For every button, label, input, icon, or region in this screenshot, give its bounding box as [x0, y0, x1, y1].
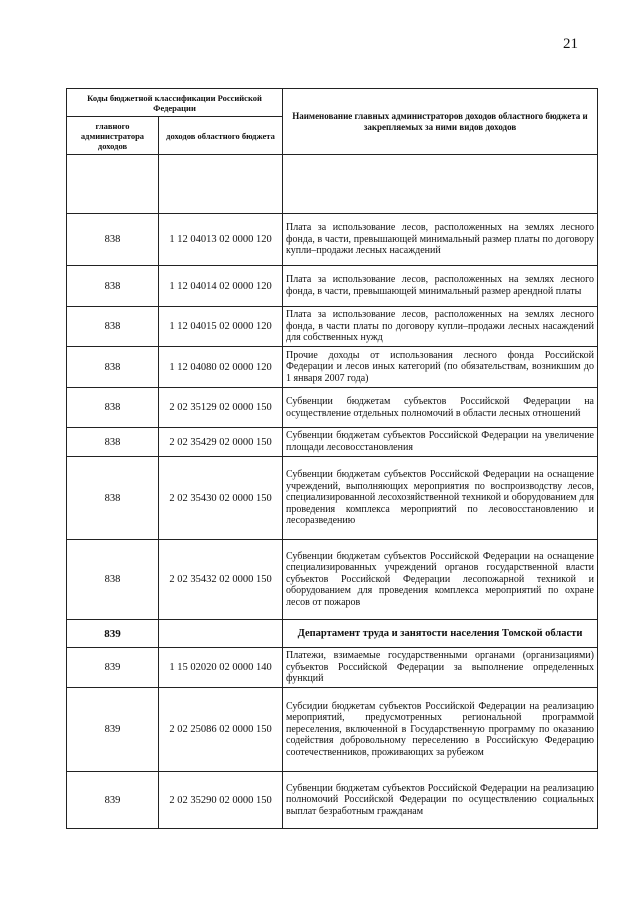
table-row — [67, 648, 598, 688]
table-row — [67, 266, 598, 307]
header-admin-column: главного администратора доходов — [67, 117, 159, 155]
description-cell: Субвенции бюджетам субъектов Российской Федерации на осуществление отдельных полномочий в области лесных отношений — [283, 388, 598, 428]
admin-code-cell: 838 — [67, 214, 159, 266]
admin-code-cell: 839 — [67, 648, 159, 688]
table-row — [67, 457, 598, 540]
table-row — [67, 540, 598, 620]
income-code-cell: 2 02 35129 02 0000 150 — [159, 388, 283, 428]
table-row — [67, 772, 598, 829]
department-title-cell: Департамент труда и занятости населения Томской области — [283, 620, 598, 648]
description-cell: Субвенции бюджетам субъектов Российской Федерации на реализацию полномочий Российской Федерации по осуществлению социальных выплат безработным гражданам — [283, 772, 598, 829]
header-income-column: доходов областного бюджета — [159, 117, 283, 155]
budget-classification-table — [66, 88, 598, 829]
admin-code-cell: 838 — [67, 540, 159, 620]
admin-code-cell: 838 — [67, 428, 159, 457]
admin-code-cell: 838 — [67, 307, 159, 347]
header-group-title: Коды бюджетной классификации Российской Федерации — [67, 89, 283, 117]
admin-code-cell: 838 — [67, 388, 159, 428]
description-cell: Субвенции бюджетам субъектов Российской Федерации на оснащение учреждений, выполняющих мероприятия по воспроизводству лесов, специализированной лесохозяйственной техникой и оборудованием для проведения комплекса мероприятий по лесовосстановлению и лесоразведению — [283, 457, 598, 540]
income-code-cell: 1 12 04013 02 0000 120 — [159, 214, 283, 266]
table-row — [67, 347, 598, 388]
table-row — [67, 428, 598, 457]
description-cell: Плата за использование лесов, расположенных на землях лесного фонда, в части, превышающей минимальный размер платы по договору купли–продажи лесных насаждений — [283, 214, 598, 266]
description-cell: Субсидии бюджетам субъектов Российской Федерации на реализацию мероприятий, предусмотренных региональной программой переселения, включенной в Государственную программу по оказанию содействия добровольному переселению в Российскую Федерацию соотечественников, проживающих за рубежом — [283, 688, 598, 772]
table-row — [67, 388, 598, 428]
header-spacer-cell — [283, 155, 598, 214]
income-code-cell: 1 12 04014 02 0000 120 — [159, 266, 283, 307]
description-cell: Субвенции бюджетам субъектов Российской Федерации на увеличение площади лесовосстановления — [283, 428, 598, 457]
income-code-cell: 2 02 25086 02 0000 150 — [159, 688, 283, 772]
income-code-cell: 2 02 35429 02 0000 150 — [159, 428, 283, 457]
income-code-cell: 2 02 35430 02 0000 150 — [159, 457, 283, 540]
admin-code-cell: 839 — [67, 620, 159, 648]
page-number: 21 — [563, 36, 578, 52]
description-cell: Плата за использование лесов, расположенных на землях лесного фонда, в части, превышающей минимальный размер арендной платы — [283, 266, 598, 307]
income-code-cell — [159, 620, 283, 648]
admin-code-cell: 838 — [67, 266, 159, 307]
table-row — [67, 688, 598, 772]
income-code-cell: 1 12 04080 02 0000 120 — [159, 347, 283, 388]
department-row — [67, 620, 598, 648]
admin-code-cell: 838 — [67, 457, 159, 540]
income-code-cell: 1 15 02020 02 0000 140 — [159, 648, 283, 688]
admin-code-cell: 839 — [67, 772, 159, 829]
description-cell: Плата за использование лесов, расположенных на землях лесного фонда, в части платы по договору купли–продажи лесных насаждений для собственных нужд — [283, 307, 598, 347]
description-cell: Субвенции бюджетам субъектов Российской Федерации на оснащение специализированных учреждений органов государственной власти субъектов Российской Федерации лесопожарной техникой и оборудованием для проведения комплекса мероприятий по охране лесов от пожаров — [283, 540, 598, 620]
admin-code-cell: 839 — [67, 688, 159, 772]
description-cell: Прочие доходы от использования лесного фонда Российской Федерации и лесов иных категорий (по обязательствам, возникшим до 1 января 2007 года) — [283, 347, 598, 388]
income-code-cell: 1 12 04015 02 0000 120 — [159, 307, 283, 347]
income-code-cell: 2 02 35432 02 0000 150 — [159, 540, 283, 620]
table-row — [67, 214, 598, 266]
header-spacer-cell — [159, 155, 283, 214]
header-name-column: Наименование главных администраторов доходов областного бюджета и закрепляемых за ними видов доходов — [283, 89, 598, 155]
description-cell: Платежи, взимаемые государственными органами (организациями) субъектов Российской Федерации за выполнение определенных функций — [283, 648, 598, 688]
header-spacer-cell — [67, 155, 159, 214]
table-row — [67, 307, 598, 347]
admin-code-cell: 838 — [67, 347, 159, 388]
income-code-cell: 2 02 35290 02 0000 150 — [159, 772, 283, 829]
